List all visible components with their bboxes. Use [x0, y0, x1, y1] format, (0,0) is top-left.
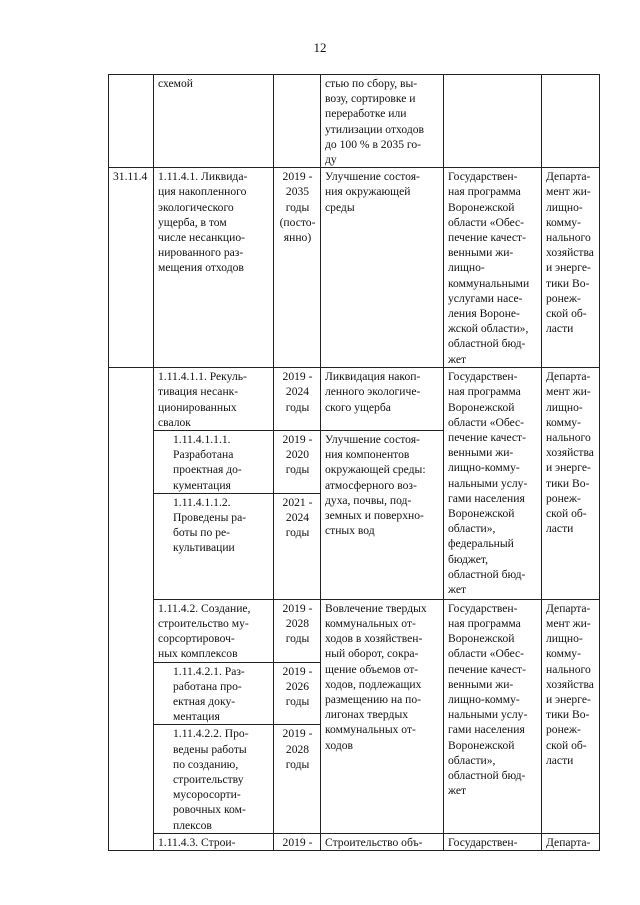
cell-line: Строительство объ-: [325, 835, 423, 849]
action-cell: [154, 431, 274, 494]
term-cell: [274, 168, 321, 368]
cell-line: ду: [325, 153, 337, 167]
cell-line: нального: [546, 231, 591, 245]
action-cell: [154, 662, 274, 725]
action-cell: [154, 833, 274, 850]
cell-line: области»,: [448, 753, 496, 767]
cell-line: ронеж-: [546, 291, 581, 305]
cell-line: тивация несанк-: [158, 385, 239, 399]
cell-line: области «Обес-: [448, 215, 525, 229]
cell-line: нированного раз-: [158, 246, 244, 260]
cell-line: Департа-: [546, 601, 591, 615]
cell-line: хозяйства: [546, 446, 594, 460]
cell-line: ционированных: [158, 400, 237, 414]
cell-line: коммунальных от-: [325, 617, 416, 631]
cell-line: нального: [546, 662, 591, 676]
cell-line: работана про-: [173, 679, 242, 693]
cell-line: гами населения: [448, 491, 525, 505]
cell-line: Департа-: [546, 835, 591, 849]
cell-line: венными жи-: [448, 246, 514, 260]
cell-line: годы: [285, 463, 310, 477]
cell-line: венными жи-: [448, 677, 514, 691]
cell-line: духа, почвы, под-: [325, 493, 412, 507]
action-cell: [154, 599, 274, 662]
number-cell: [109, 75, 154, 168]
cell-line: жет: [448, 583, 467, 597]
cell-line: годы: [285, 632, 310, 646]
number-cell: [109, 168, 154, 368]
cell-line: жской области»,: [448, 322, 529, 336]
cell-line: жет: [448, 784, 467, 798]
cell-line: лищно-: [546, 200, 583, 214]
cell-line: 1.11.4.2.2. Про-: [173, 727, 249, 741]
cell-line: коммунальными: [448, 276, 530, 290]
funding-source-cell: [444, 368, 542, 600]
cell-line: и энерге-: [546, 461, 591, 475]
cell-line: лищно-комму-: [448, 693, 520, 707]
cell-line: ленного экологиче-: [325, 385, 421, 399]
action-cell: [154, 368, 274, 431]
cell-line: области»,: [448, 522, 496, 536]
cell-line: 2020: [285, 448, 310, 462]
cell-line: Улучшение состоя-: [325, 433, 420, 447]
cell-line: печение качест-: [448, 662, 526, 676]
cell-line: 2024: [285, 385, 310, 399]
cell-line: областной бюд-: [448, 337, 526, 351]
result-cell: [321, 431, 444, 600]
cell-line: ления Вороне-: [448, 307, 520, 321]
cell-line: Разработана: [173, 448, 234, 462]
cell-line: Воронежской: [448, 200, 515, 214]
cell-line: 31.11.4: [113, 170, 148, 184]
cell-line: Департа-: [546, 170, 591, 184]
cell-line: окружающей среды:: [325, 463, 426, 477]
cell-line: лищно-: [546, 632, 583, 646]
cell-line: 2019 -: [282, 170, 313, 184]
cell-line: сорсортировоч-: [158, 632, 235, 646]
cell-line: боты по ре-: [173, 526, 231, 540]
cell-line: ния окружающей: [325, 185, 411, 199]
cell-line: и энерге-: [546, 261, 591, 275]
cell-line: ронеж-: [546, 491, 581, 505]
cell-line: нальными услу-: [448, 476, 528, 490]
result-cell: [321, 75, 444, 168]
cell-line: 1.11.4.2.1. Раз-: [173, 664, 245, 678]
cell-line: хозяйства: [546, 677, 594, 691]
cell-line: ный оборот, сокра-: [325, 647, 419, 661]
cell-line: ронеж-: [546, 723, 581, 737]
cell-line: области «Обес-: [448, 415, 525, 429]
cell-line: ная программа: [448, 385, 521, 399]
cell-line: лигонах твердых: [325, 708, 409, 722]
funding-source-cell: [444, 75, 542, 168]
cell-line: гами населения: [448, 723, 525, 737]
result-cell: [321, 168, 444, 368]
cell-line: ласти: [546, 522, 574, 536]
cell-line: 1.11.4.1.1. Рекуль-: [158, 370, 247, 384]
cell-line: 2024: [285, 511, 310, 525]
cell-line: годы: [285, 200, 310, 214]
cell-line: стных вод: [325, 524, 375, 538]
cell-line: тики Во-: [546, 276, 590, 290]
cell-line: годы: [285, 400, 310, 414]
table-row: [109, 833, 600, 850]
cell-line: экологического: [158, 200, 234, 214]
cell-line: годы: [285, 757, 310, 771]
cell-line: тики Во-: [546, 708, 590, 722]
cell-line: утилизации отходов: [325, 122, 424, 136]
cell-line: лищно-комму-: [448, 461, 520, 475]
cell-line: 2026: [285, 679, 310, 693]
executor-cell: [542, 75, 600, 168]
cell-line: числе несанкцио-: [158, 231, 245, 245]
cell-line: ная программа: [448, 185, 521, 199]
cell-line: переработке или: [325, 107, 407, 121]
cell-line: среды: [325, 200, 355, 214]
cell-line: 1.11.4.3. Строи-: [158, 835, 236, 849]
cell-line: годы: [285, 526, 310, 540]
table-row: [109, 599, 600, 662]
cell-line: лищно-: [546, 400, 583, 414]
cell-line: комму-: [546, 415, 581, 429]
cell-line: 2019 -: [282, 601, 313, 615]
table-row: [109, 75, 600, 168]
cell-line: Ликвидация накоп-: [325, 370, 421, 384]
result-cell: [321, 599, 444, 833]
term-cell: [274, 368, 321, 431]
cell-line: коммунальных от-: [325, 723, 416, 737]
cell-line: мещения отходов: [158, 261, 244, 275]
cell-line: ходов, подлежащих: [325, 677, 422, 691]
cell-line: 2028: [285, 617, 310, 631]
executor-cell: [542, 599, 600, 833]
term-cell: [274, 662, 321, 725]
cell-line: Государствен-: [448, 170, 518, 184]
cell-line: годы: [285, 695, 310, 709]
cell-line: области «Обес-: [448, 647, 525, 661]
cell-line: Воронежской: [448, 738, 515, 752]
cell-line: ных комплексов: [158, 647, 238, 661]
cell-line: тики Во-: [546, 476, 590, 490]
executor-cell: [542, 368, 600, 600]
cell-line: янно): [283, 231, 312, 245]
cell-line: 1.11.4.1.1.2.: [173, 495, 231, 509]
cell-line: проектная до-: [173, 463, 242, 477]
cell-line: 2035: [285, 185, 310, 199]
cell-line: 2021 -: [282, 495, 313, 509]
cell-line: размещению на по-: [325, 693, 421, 707]
cell-line: ходов в хозяйствен-: [325, 632, 423, 646]
cell-line: и энерге-: [546, 693, 591, 707]
page-number: 12: [313, 40, 327, 55]
program-table: [108, 74, 600, 851]
cell-line: ектная доку-: [173, 695, 236, 709]
cell-line: Департа-: [546, 370, 591, 384]
cell-line: 1.11.4.1.1.1.: [173, 433, 231, 447]
cell-line: ровочных ком-: [173, 803, 246, 817]
cell-line: федеральный: [448, 537, 514, 551]
cell-line: печение качест-: [448, 431, 526, 445]
cell-line: 1.11.4.1. Ликвида-: [158, 170, 248, 184]
table-row: [109, 368, 600, 431]
cell-line: ведены работы: [173, 742, 247, 756]
cell-line: культивации: [173, 541, 235, 555]
cell-line: Воронежской: [448, 507, 515, 521]
cell-line: 2019 -: [282, 835, 313, 849]
cell-line: областной бюд-: [448, 769, 526, 783]
cell-line: ского ущерба: [325, 400, 391, 414]
cell-line: возу, сортировке и: [325, 92, 416, 106]
executor-cell: [542, 833, 600, 850]
cell-line: ской об-: [546, 307, 587, 321]
cell-line: Воронежской: [448, 400, 515, 414]
cell-line: ласти: [546, 753, 574, 767]
cell-line: областной бюд-: [448, 567, 526, 581]
cell-line: 2019 -: [282, 433, 313, 447]
cell-line: мент жи-: [546, 385, 591, 399]
cell-line: строительству: [173, 773, 244, 787]
number-cell: [109, 368, 154, 851]
cell-line: мент жи-: [546, 617, 591, 631]
cell-line: до 100 % в 2035 го-: [325, 137, 422, 151]
action-cell: [154, 168, 274, 368]
action-cell: [154, 725, 274, 833]
cell-line: печение качест-: [448, 231, 526, 245]
funding-source-cell: [444, 168, 542, 368]
cell-line: лищно-: [448, 261, 485, 275]
cell-line: ция накопленного: [158, 185, 247, 199]
cell-line: ходов: [325, 738, 353, 752]
cell-line: мент жи-: [546, 185, 591, 199]
action-cell: [154, 493, 274, 599]
cell-line: Вовлечение твердых: [325, 601, 427, 615]
cell-line: Государствен-: [448, 601, 518, 615]
cell-line: комму-: [546, 647, 581, 661]
cell-line: стью по сбору, вы-: [325, 77, 418, 90]
funding-source-cell: [444, 599, 542, 833]
cell-line: ментация: [173, 710, 220, 724]
term-cell: [274, 431, 321, 494]
cell-line: нальными услу-: [448, 708, 528, 722]
cell-line: Проведены ра-: [173, 511, 247, 525]
result-cell: [321, 368, 444, 431]
cell-line: плексов: [173, 818, 212, 832]
cell-line: схемой: [158, 77, 193, 90]
cell-line: нального: [546, 431, 591, 445]
cell-line: ской об-: [546, 738, 587, 752]
cell-line: хозяйства: [546, 246, 594, 260]
cell-line: Государствен-: [448, 370, 518, 384]
funding-source-cell: [444, 833, 542, 850]
term-cell: [274, 833, 321, 850]
cell-line: Государствен-: [448, 835, 518, 849]
table-row: [109, 168, 600, 368]
term-cell: [274, 725, 321, 833]
cell-line: венными жи-: [448, 446, 514, 460]
term-cell: [274, 493, 321, 599]
cell-line: кументация: [173, 478, 231, 492]
cell-line: 2019 -: [282, 664, 313, 678]
cell-line: земных и поверхно-: [325, 509, 424, 523]
cell-line: строительство му-: [158, 617, 249, 631]
cell-line: 2028: [285, 742, 310, 756]
cell-line: бюджет,: [448, 552, 488, 566]
action-cell: [154, 75, 274, 168]
cell-line: свалок: [158, 415, 191, 429]
cell-line: услугами насе-: [448, 291, 523, 305]
cell-line: ущерба, в том: [158, 215, 227, 229]
cell-line: мусоросорти-: [173, 788, 241, 802]
executor-cell: [542, 168, 600, 368]
cell-line: 2019 -: [282, 370, 313, 384]
cell-line: ской об-: [546, 507, 587, 521]
cell-line: ласти: [546, 322, 574, 336]
cell-line: по созданию,: [173, 757, 239, 771]
result-cell: [321, 833, 444, 850]
cell-line: 1.11.4.2. Создание,: [158, 601, 251, 615]
cell-line: комму-: [546, 215, 581, 229]
cell-line: Воронежской: [448, 632, 515, 646]
cell-line: (посто-: [279, 215, 316, 229]
term-cell: [274, 75, 321, 168]
cell-line: ния компонентов: [325, 448, 410, 462]
term-cell: [274, 599, 321, 662]
cell-line: жет: [448, 352, 467, 366]
cell-line: ная программа: [448, 617, 521, 631]
cell-line: атмосферного воз-: [325, 478, 417, 492]
cell-line: Улучшение состоя-: [325, 170, 420, 184]
cell-line: щение объемов от-: [325, 662, 419, 676]
cell-line: 2019 -: [282, 727, 313, 741]
